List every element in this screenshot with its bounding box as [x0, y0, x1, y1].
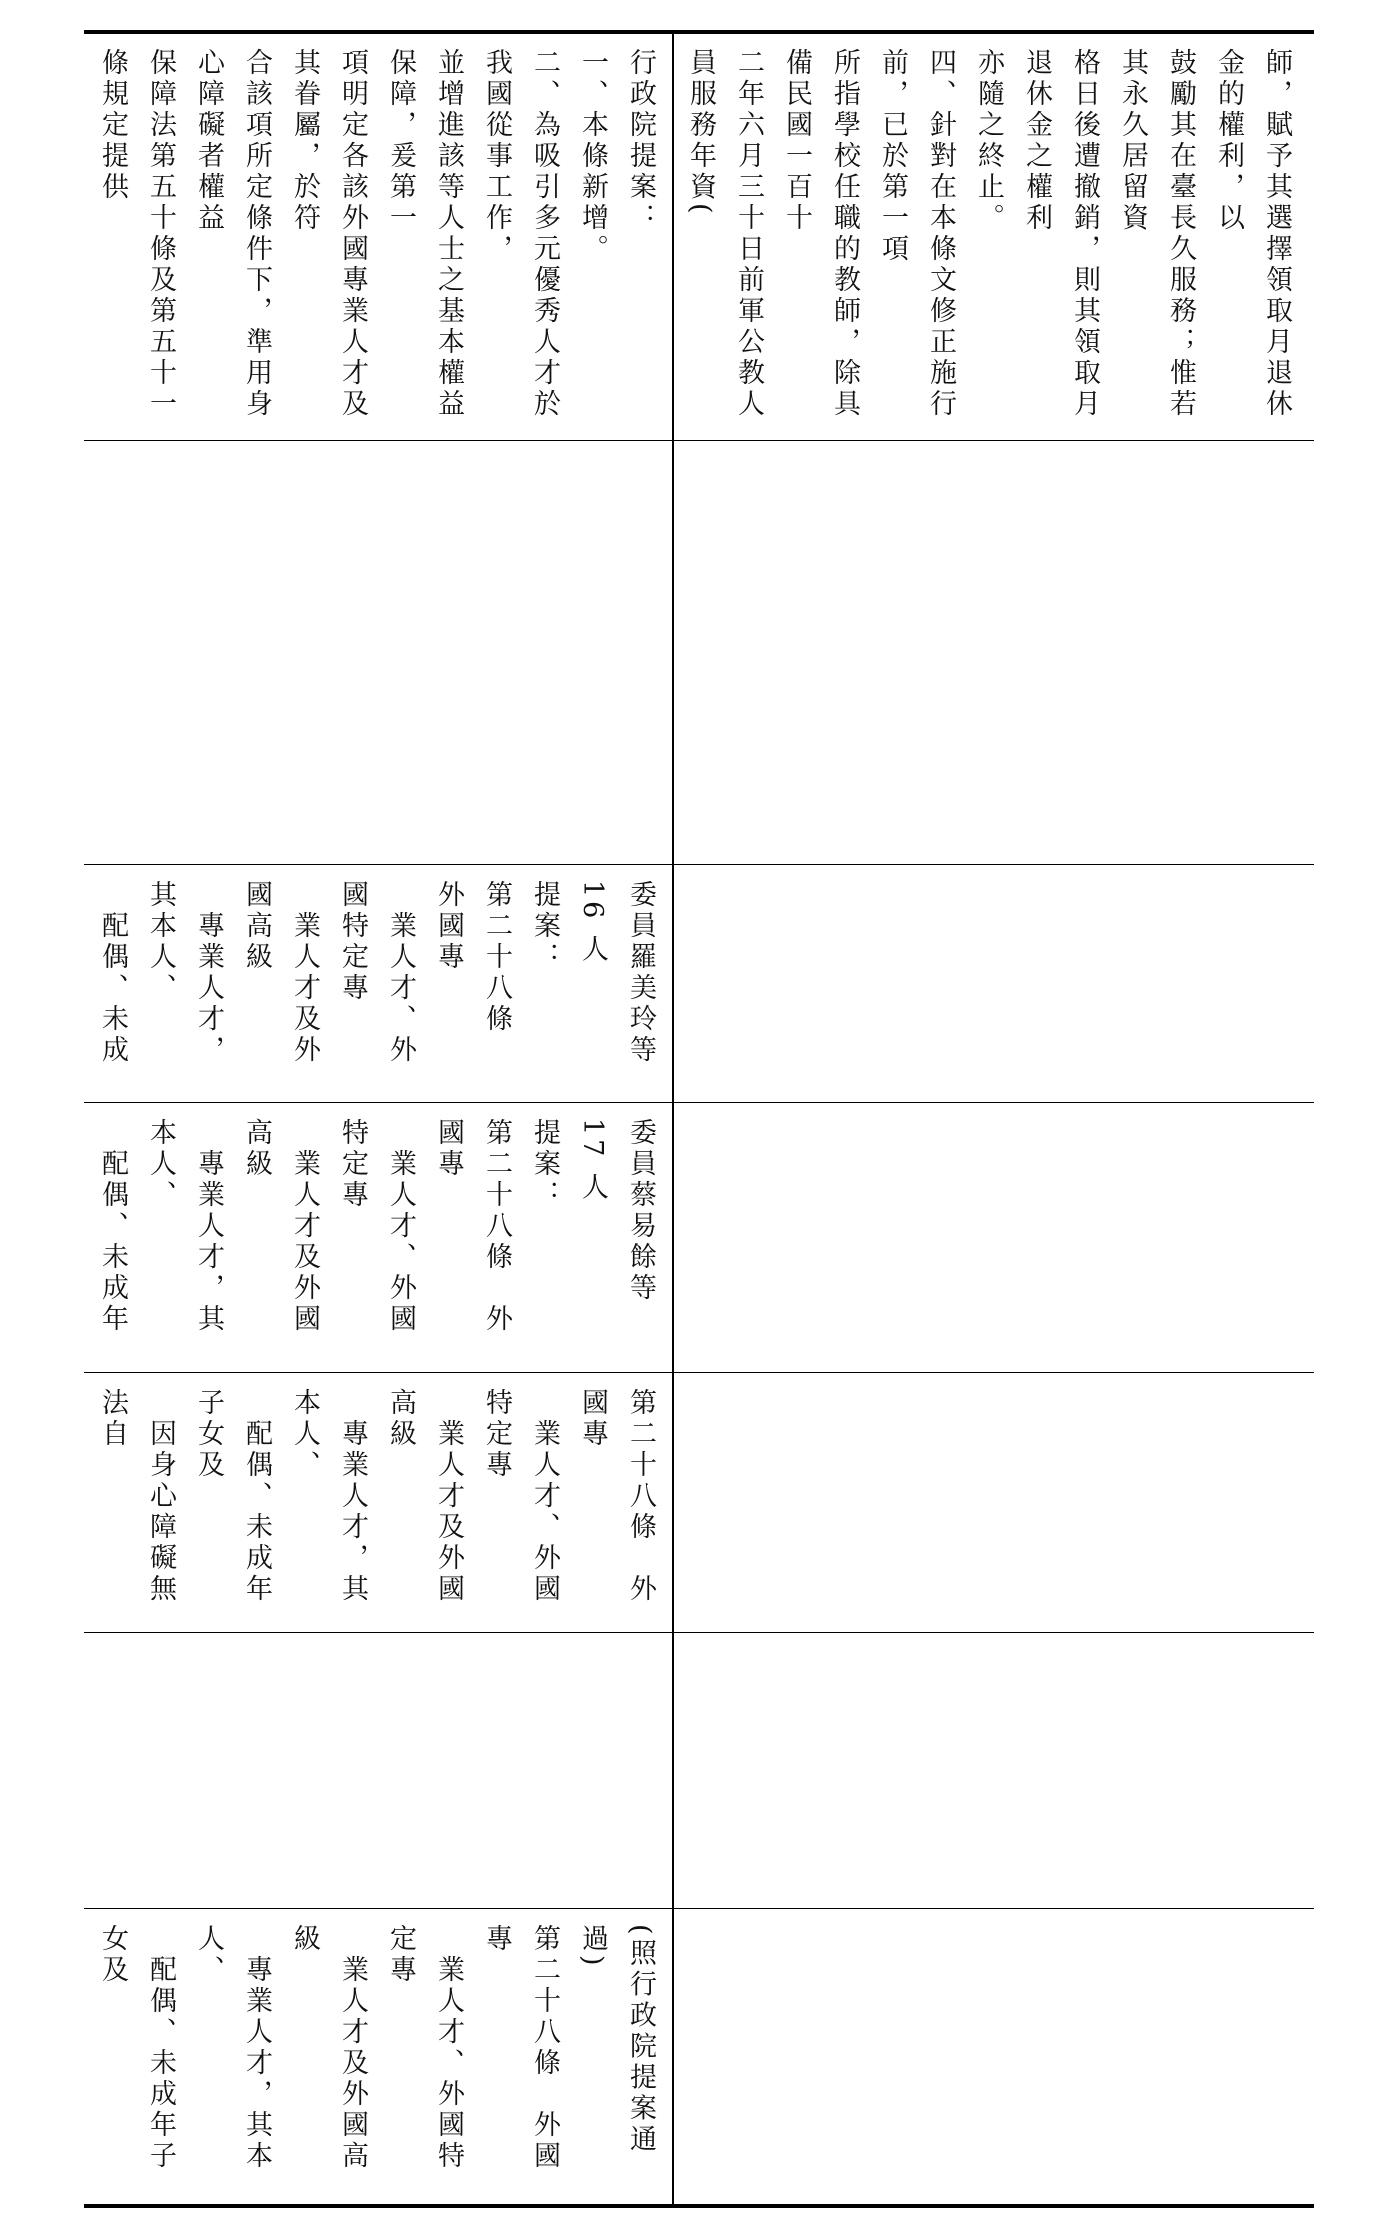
document-table: [84, 30, 1314, 2208]
executive-yuan-notes-cell: 行政院提案： 一、本條新增。 二、為吸引多元優秀人才於我國從事工作， 並增進該等人士之基本權益保障，爰第一 項明定各該外國專業人才及其眷屬，於符 合該項所定條件下，準用身心障礙者權益 保障法第五十條及第五十一條規定提供: [97, 48, 656, 420]
passed-version-cell: (照行政院提案通過) 第二十八條 外國專 業人才、外國特定專 業人才及外國高級 專業人才，其本人、 配偶、未成年子女及: [97, 1924, 656, 2172]
row-divider: [84, 1372, 1314, 1373]
empty-cell: [676, 1634, 1306, 1906]
empty-cell: [84, 442, 670, 862]
column-divider: [672, 34, 674, 2204]
empty-cell: [676, 1374, 1306, 1630]
row-divider: [84, 864, 1314, 865]
empty-cell: [676, 442, 1306, 862]
empty-cell: [676, 866, 1306, 1100]
row-divider: [84, 440, 1314, 441]
row-divider: [84, 1908, 1314, 1909]
row-divider: [84, 1632, 1314, 1633]
luo-proposal-cell: 委員羅美玲等 16 人 提案： 第二十八條 外國專 業人才、外國特定專 業人才及外國高級 專業人才，其本人、 配偶、未成: [97, 880, 656, 1066]
row-divider: [84, 1102, 1314, 1103]
tsai-proposal-cell: 委員蔡易餘等 17 人 提案： 第二十八條 外國專 業人才、外國特定專 業人才及外國高級 專業人才，其本人、 配偶、未成年: [97, 1118, 656, 1335]
current-article-cell: 第二十八條 外國專 業人才、外國特定專 業人才及外國高級 專業人才，其本人、 配偶、未成年子女及 因身心障礙無法自: [97, 1388, 656, 1605]
explanation-cell-top-right: 師，賦予其選擇領取月退休金的權利，以 鼓勵其在臺長久服務；惟若其永久居留資 格日後遭撤銷，則其領取月退休金之權利 亦隨之終止。 四、針對在本條文修正施行前，已於第一項 所指學校任職的教師，除具備民國一百十 二年六月三十日前軍公教人員服務年資(: [685, 48, 1292, 420]
empty-cell: [676, 1104, 1306, 1370]
